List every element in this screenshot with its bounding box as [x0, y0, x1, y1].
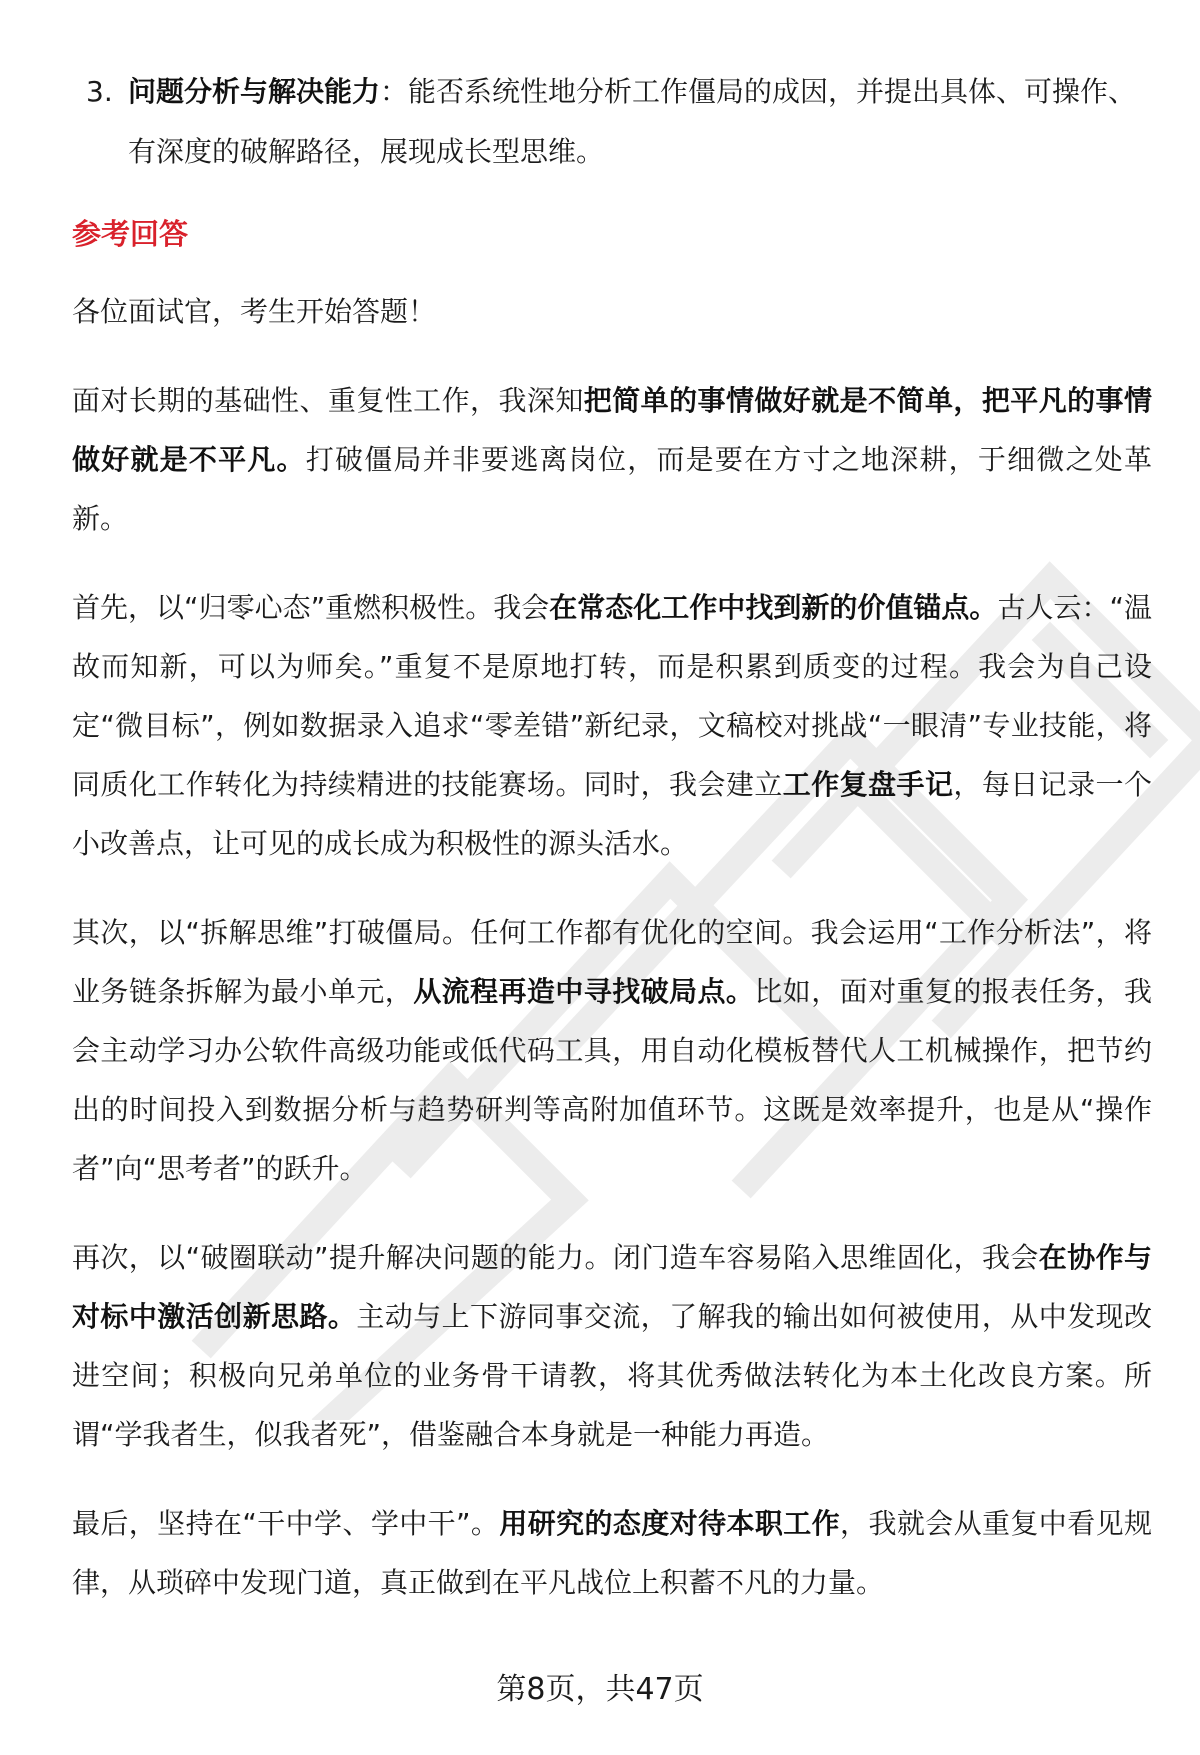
paragraph-bold: 从流程再造中寻找破局点。: [413, 975, 755, 1008]
paragraph-third: [72, 1228, 1152, 1464]
list-item-plain: ：能否系统性地分析工作僵局的成因，并提出具体、可操作、有深度的破解路径，展现成长型思维。: [128, 75, 1137, 168]
paragraph-last: [72, 1494, 1152, 1612]
paragraph-text: 打破僵局并非要逃离岗位，而是要在方寸之地深耕，于细微之处革新。: [72, 443, 1152, 535]
list-item-text: [128, 62, 1152, 182]
paragraph-bold: 用研究的态度对待本职工作: [499, 1507, 841, 1540]
paragraph-intro: [72, 371, 1152, 548]
paragraph-text: 比如，面对重复的报表任务，我会主动学习办公软件高级功能或低代码工具，用自动化模板替代人工机械操作，把节约出的时间投入到数据分析与趋势研判等高附加值环节。这既是效率提升，也是从“操作者”向“思考者”的跃升。: [72, 975, 1152, 1185]
paragraph-text: 古人云：“温故而知新，可以为师矣。”重复不是原地打转，而是积累到质变的过程。我会为自己设定“微目标”，例如数据录入追求“零差错”新纪录，文稿校对挑战“一眼清”专业技能，将同质化工作转化为持续精进的技能赛场。同时，我会建立: [72, 591, 1153, 801]
list-item-3: [72, 62, 1152, 182]
document-body: [72, 62, 1152, 1642]
paragraph-text: 最后，坚持在“干中学、学中干”。: [72, 1507, 500, 1540]
list-number: 3.: [86, 75, 113, 108]
paragraph-text: 主动与上下游同事交流，了解我的输出如何被使用，从中发现改进空间；积极向兄弟单位的业务骨干请教，将其优秀做法转化为本土化改良方案。所谓“学我者生，似我者死”，借鉴融合本身就是一种能力再造。: [72, 1300, 1152, 1451]
list-item-bold: 问题分析与解决能力: [128, 75, 381, 108]
paragraph-bold: 在常态化工作中找到新的价值锚点。: [549, 591, 998, 624]
paragraph-bold: 工作复盘手记: [782, 768, 954, 801]
section-heading: 参考回答: [72, 217, 189, 251]
paragraph-text: 其次，以“拆解思维”打破僵局。任何工作都有优化的空间。我会运用“工作分析法”，将业务链条拆解为最小单元，: [72, 916, 1152, 1008]
paragraph-text: ，我就会从重复中看见规律，从琐碎中发现门道，真正做到在平凡战位上积蓄不凡的力量。: [72, 1507, 1152, 1599]
paragraph-greeting: [72, 282, 1152, 341]
paragraph-text: 各位面试官，考生开始答题！: [72, 295, 437, 328]
paragraph-text: 面对长期的基础性、重复性工作，我深知: [72, 384, 584, 417]
paragraph-text: 再次，以“破圈联动”提升解决问题的能力。闭门造车容易陷入思维固化，我会: [72, 1241, 1039, 1274]
paragraph-bold: 把简单的事情做好就是不简单，把平凡的事情做好就是不平凡。: [72, 384, 1152, 476]
paragraph-bold: 在协作与对标中激活创新思路。: [72, 1241, 1152, 1333]
page-number-footer: 第8页，共47页: [496, 1672, 704, 1707]
paragraph-text: ，每日记录一个小改善点，让可见的成长成为积极性的源头活水。: [72, 768, 1152, 860]
paragraph-second: [72, 903, 1152, 1198]
paragraph-first: [72, 578, 1152, 873]
paragraph-text: 首先，以“归零心态”重燃积极性。我会: [72, 591, 550, 624]
